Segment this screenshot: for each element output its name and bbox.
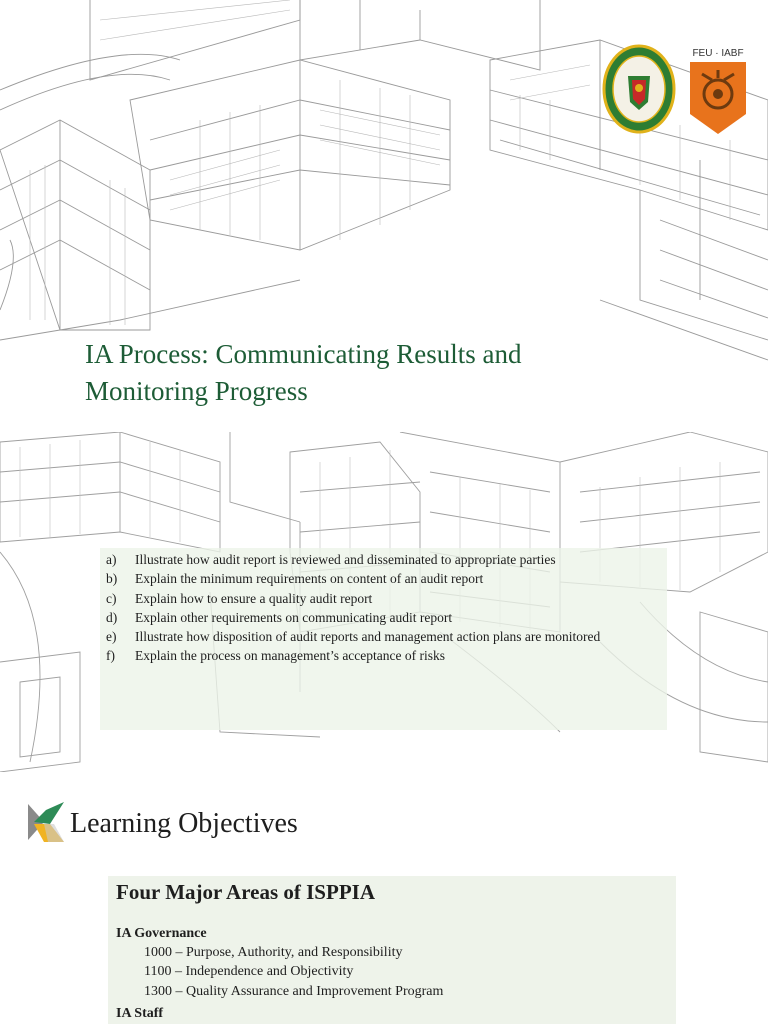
standard-item: 1300 – Quality Assurance and Improvement Program <box>144 984 444 999</box>
objective-marker: f) <box>106 648 115 664</box>
objective-item <box>106 608 666 627</box>
standard-item: 1100 – Independence and Objectivity <box>144 964 354 979</box>
objective-item <box>106 550 666 569</box>
title-slide <box>0 0 768 420</box>
objective-text: Explain the minimum requirements on content of an audit report <box>135 571 484 587</box>
objective-marker: e) <box>106 629 117 645</box>
isppia-box-title: Four Major Areas of ISPPIA <box>116 880 375 904</box>
slide-title-line-1: IA Process: Communicating Results and <box>85 339 522 369</box>
objective-text: Explain the process on management’s acceptance of risks <box>135 648 446 664</box>
objective-item <box>106 646 666 665</box>
isppia-slide <box>0 772 768 1024</box>
category-label: IA Governance <box>116 926 207 941</box>
iabf-logo-text: FEU · IABF <box>692 48 744 59</box>
feu-iabf-logo <box>688 44 748 136</box>
slide-title-line-2: Monitoring Progress <box>85 376 308 406</box>
objective-text: Explain how to ensure a quality audit report <box>135 590 373 606</box>
learning-objectives-heading: Learning Objectives <box>70 808 298 839</box>
slide-title <box>85 336 685 410</box>
standard-item: 1000 – Purpose, Authority, and Responsibility <box>144 945 403 960</box>
objective-item <box>106 569 666 588</box>
objective-item <box>106 589 666 608</box>
objective-text: Explain other requirements on communicating audit report <box>135 609 453 625</box>
category-label: IA Staff <box>116 1006 164 1021</box>
feu-seal-logo <box>602 44 676 134</box>
objective-text: Illustrate how audit report is reviewed and disseminated to appropriate parties <box>135 552 556 567</box>
objective-marker: a) <box>106 552 117 567</box>
objectives-slide <box>0 432 768 772</box>
learning-objectives-icon <box>28 802 66 844</box>
objective-marker: d) <box>106 609 118 625</box>
objectives-list <box>106 550 666 666</box>
objective-text: Illustrate how disposition of audit reports and management action plans are monitored <box>135 629 601 645</box>
objective-marker: b) <box>106 571 118 587</box>
objective-marker: c) <box>106 590 117 606</box>
objective-item <box>106 627 666 646</box>
